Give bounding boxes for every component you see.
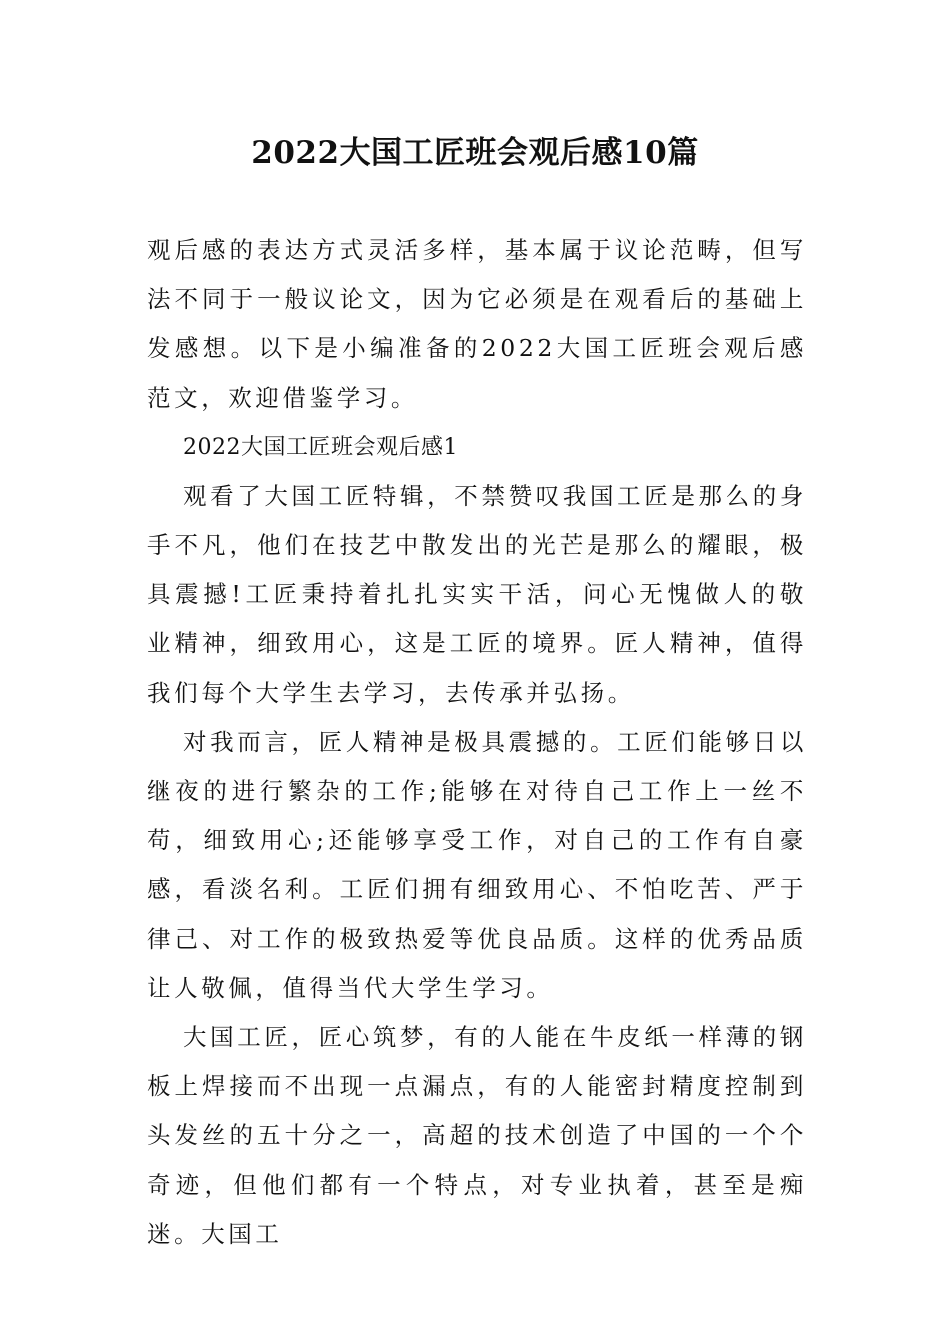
body-paragraph: 对我而言，匠人精神是极具震撼的。工匠们能够日以继夜的进行繁杂的工作;能够在对待自己工作上一丝不苟，细致用心;还能够享受工作，对自己的工作有自豪感，看淡名利。工匠们拥有细致用心、不怕吃苦、严于律己、对工作的极致热爱等优良品质。这样的优秀品质让人敬佩，值得当代大学生学习。 — [147, 727, 807, 1002]
body-paragraph: 大国工匠，匠心筑梦，有的人能在牛皮纸一样薄的钢板上焊接而不出现一点漏点，有的人能密封精度控制到头发丝的五十分之一，高超的技术创造了中国的一个个奇迹，但他们都有一个特点，对专业执着，甚至是痴迷。大国工 — [147, 1023, 807, 1248]
section-heading: 2022大国工匠班会观后感1 — [183, 434, 458, 460]
intro-paragraph: 观后感的表达方式灵活多样，基本属于议论范畴，但写法不同于一般议论文，因为它必须是在观看后的基础上发感想。以下是小编准备的2022大国工匠班会观后感范文，欢迎借鉴学习。 — [147, 236, 807, 412]
document-body — [147, 226, 807, 1259]
document-title: 2022大国工匠班会观后感10篇 — [251, 135, 699, 171]
body-paragraph: 观看了大国工匠特辑，不禁赞叹我国工匠是那么的身手不凡，他们在技艺中散发出的光芒是那么的耀眼，极具震撼!工匠秉持着扎扎实实干活，问心无愧做人的敬业精神，细致用心，这是工匠的境界。匠人精神，值得我们每个大学生去学习，去传承并弘扬。 — [147, 481, 807, 707]
